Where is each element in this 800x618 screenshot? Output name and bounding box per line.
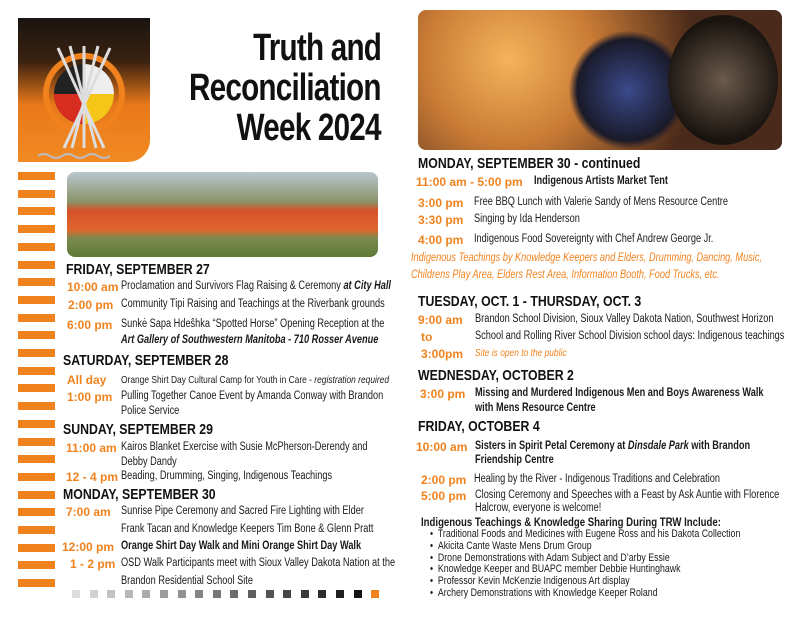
event-desc: Free BBQ Lunch with Valerie Sandy of Mens Resource Centre bbox=[474, 196, 728, 208]
event-location: Art Gallery of Southwestern Manitoba - 710 Rosser Avenue bbox=[121, 334, 379, 346]
event-time: 9:00 am bbox=[418, 313, 463, 327]
event-desc-cont: Frank Tacan and Knowledge Keepers Tim Bone & Glenn Pratt bbox=[121, 523, 374, 535]
page-title-line2: Reconciliation bbox=[189, 67, 381, 109]
gradient-square bbox=[107, 590, 115, 598]
gradient-square bbox=[213, 590, 221, 598]
event-time: 6:00 pm bbox=[67, 318, 113, 332]
day-heading-tue-thu: TUESDAY, OCT. 1 - THURSDAY, OCT. 3 bbox=[418, 293, 642, 310]
event-desc: Proclamation and Survivors Flag Raising & Ceremony at City Hall bbox=[121, 280, 391, 292]
gradient-square bbox=[90, 590, 98, 598]
event-time: 3:00 pm bbox=[418, 196, 464, 210]
event-desc: Singing by Ida Henderson bbox=[474, 213, 580, 225]
event-time-to: to bbox=[421, 330, 433, 344]
stripe bbox=[18, 314, 55, 322]
gradient-square bbox=[266, 590, 274, 598]
gradient-square bbox=[318, 590, 326, 598]
event-desc-cont: Halcrow, everyone is welcome! bbox=[475, 502, 602, 514]
day-heading-mon-continued: MONDAY, SEPTEMBER 30 - continued bbox=[418, 155, 641, 172]
event-time: 11:00 am - 5:00 pm bbox=[416, 175, 523, 189]
page-title-line3: Week 2024 bbox=[236, 107, 381, 149]
stripe bbox=[18, 526, 55, 534]
stripe bbox=[18, 367, 55, 375]
day-heading-sun-sep29: SUNDAY, SEPTEMBER 29 bbox=[63, 421, 213, 438]
dancer-photo bbox=[418, 10, 782, 150]
event-desc: Pulling Together Canoe Event by Amanda Conway with Brandon bbox=[121, 390, 384, 402]
event-desc: Missing and Murdered Indigenous Men and Boys Awareness Walk bbox=[475, 387, 764, 399]
gradient-square bbox=[195, 590, 203, 598]
event-time: 10:00 am bbox=[416, 440, 468, 454]
event-desc-cont: Police Service bbox=[121, 405, 180, 417]
gradient-square bbox=[283, 590, 291, 598]
public-note: Site is open to the public bbox=[475, 347, 567, 359]
stripe bbox=[18, 508, 55, 516]
stripe bbox=[18, 473, 55, 481]
event-time: 11:00 am bbox=[66, 441, 117, 455]
event-time: 3:00pm bbox=[421, 347, 464, 361]
stripe bbox=[18, 261, 55, 269]
event-time: 1 - 2 pm bbox=[70, 557, 116, 571]
logo-emblem-icon bbox=[18, 18, 150, 162]
list-item: • Archery Demonstrations with Knowledge Keeper Roland bbox=[430, 588, 740, 600]
gradient-square bbox=[301, 590, 309, 598]
event-desc: Indigenous Food Sovereignty with Chef Andrew George Jr. bbox=[474, 233, 714, 245]
stripe bbox=[18, 420, 55, 428]
stripe bbox=[18, 207, 55, 215]
list-item: • Drone Demonstrations with Adam Subject and D’arby Essie bbox=[430, 553, 740, 565]
teachings-list bbox=[430, 529, 800, 600]
event-time: 12 - 4 pm bbox=[66, 470, 119, 484]
event-desc: Closing Ceremony and Speeches with a Feast by Ask Auntie with Florence bbox=[475, 489, 780, 501]
day-heading-mon-sep30: MONDAY, SEPTEMBER 30 bbox=[63, 486, 216, 503]
stripe bbox=[18, 544, 55, 552]
event-desc: Sisters in Spirit Petal Ceremony at Dinsdale Park with Brandon bbox=[475, 440, 751, 452]
gradient-square bbox=[125, 590, 133, 598]
stripe bbox=[18, 438, 55, 446]
event-desc: Indigenous Artists Market Tent bbox=[534, 175, 668, 187]
event-time: 5:00 pm bbox=[421, 489, 467, 503]
gradient-square bbox=[178, 590, 186, 598]
gradient-square bbox=[142, 590, 150, 598]
list-item: • Professor Kevin McKenzie Indigenous Art display bbox=[430, 576, 740, 588]
event-time: 3:30 pm bbox=[418, 213, 464, 227]
event-desc: Healing by the River - Indigenous Traditions and Celebration bbox=[474, 473, 720, 485]
day-heading-fri-oct4: FRIDAY, OCTOBER 4 bbox=[418, 418, 540, 435]
stripe bbox=[18, 579, 55, 587]
event-time: 3:00 pm bbox=[420, 387, 466, 401]
stripe bbox=[18, 331, 55, 339]
event-time: 2:00 pm bbox=[68, 298, 114, 312]
event-desc-cont: with Mens Resource Centre bbox=[475, 402, 596, 414]
trw-logo bbox=[18, 18, 150, 162]
event-time: 4:00 pm bbox=[418, 233, 464, 247]
stripe bbox=[18, 243, 55, 251]
gradient-square bbox=[371, 590, 379, 598]
orange-shirt-walk-photo bbox=[67, 172, 378, 257]
event-time: 2:00 pm bbox=[421, 473, 467, 487]
event-desc: Brandon School Division, Sioux Valley Dakota Nation, Southwest Horizon bbox=[475, 313, 774, 325]
stripe bbox=[18, 296, 55, 304]
event-desc: Sunrise Pipe Ceremony and Sacred Fire Lighting with Elder bbox=[121, 505, 364, 517]
event-desc-cont: School and Rolling River School Division school days: Indigenous teachings bbox=[475, 330, 785, 342]
stripe bbox=[18, 172, 55, 180]
event-desc: Kairos Blanket Exercise with Susie McPherson-Derendy and bbox=[121, 441, 368, 453]
activities-note: Indigenous Teachings by Knowledge Keepers and Elders, Drumming, Dancing, Music, bbox=[411, 252, 762, 264]
event-desc: Beading, Drumming, Singing, Indigenous Teachings bbox=[121, 470, 333, 482]
event-time: 10:00 am bbox=[67, 280, 119, 294]
list-item: • Knowledge Keeper and BUAPC member Debbie Huntinghawk bbox=[430, 564, 740, 576]
stripe bbox=[18, 402, 55, 410]
stripe bbox=[18, 455, 55, 463]
stripe bbox=[18, 349, 55, 357]
event-desc-cont: Debby Dandy bbox=[121, 456, 177, 468]
event-time: 1:00 pm bbox=[67, 390, 113, 404]
event-desc: Community Tipi Raising and Teachings at the Riverbank grounds bbox=[121, 298, 385, 310]
stripe bbox=[18, 491, 55, 499]
gradient-square bbox=[336, 590, 344, 598]
teachings-heading: Indigenous Teachings & Knowledge Sharing During TRW Include: bbox=[421, 515, 721, 529]
stripe bbox=[18, 384, 55, 392]
event-time: All day bbox=[67, 373, 107, 387]
list-item: • Akicita Cante Waste Mens Drum Group bbox=[430, 541, 740, 553]
gradient-square bbox=[160, 590, 168, 598]
stripe bbox=[18, 278, 55, 286]
stripe bbox=[18, 561, 55, 569]
event-desc: Sunkė Sapa Hdeŝhka “Spotted Horse” Opening Reception at the bbox=[121, 318, 385, 330]
page-title-line1: Truth and bbox=[252, 27, 381, 69]
day-heading-wed-oct2: WEDNESDAY, OCTOBER 2 bbox=[418, 367, 574, 384]
gradient-square bbox=[230, 590, 238, 598]
day-heading-fri-sep27: FRIDAY, SEPTEMBER 27 bbox=[66, 261, 210, 278]
gradient-square bbox=[72, 590, 80, 598]
gradient-square bbox=[354, 590, 362, 598]
day-heading-sat-sep28: SATURDAY, SEPTEMBER 28 bbox=[63, 352, 229, 369]
event-desc: Orange Shirt Day Cultural Camp for Youth in Care - registration required bbox=[121, 374, 390, 386]
stripe bbox=[18, 190, 55, 198]
activities-note-cont: Childrens Play Area, Elders Rest Area, Information Booth, Food Trucks, etc. bbox=[411, 269, 720, 281]
list-item: • Traditional Foods and Medicines with Eugene Ross and his Dakota Collection bbox=[430, 529, 740, 541]
event-time: 7:00 am bbox=[66, 505, 111, 519]
event-desc-cont: Friendship Centre bbox=[475, 454, 554, 466]
stripe bbox=[18, 225, 55, 233]
event-desc-cont: Brandon Residential School Site bbox=[121, 575, 253, 587]
event-desc: OSD Walk Participants meet with Sioux Valley Dakota Nation at the bbox=[121, 557, 396, 569]
event-desc: Orange Shirt Day Walk and Mini Orange Shirt Day Walk bbox=[121, 540, 362, 552]
event-time: 12:00 pm bbox=[62, 540, 115, 554]
gradient-square bbox=[248, 590, 256, 598]
